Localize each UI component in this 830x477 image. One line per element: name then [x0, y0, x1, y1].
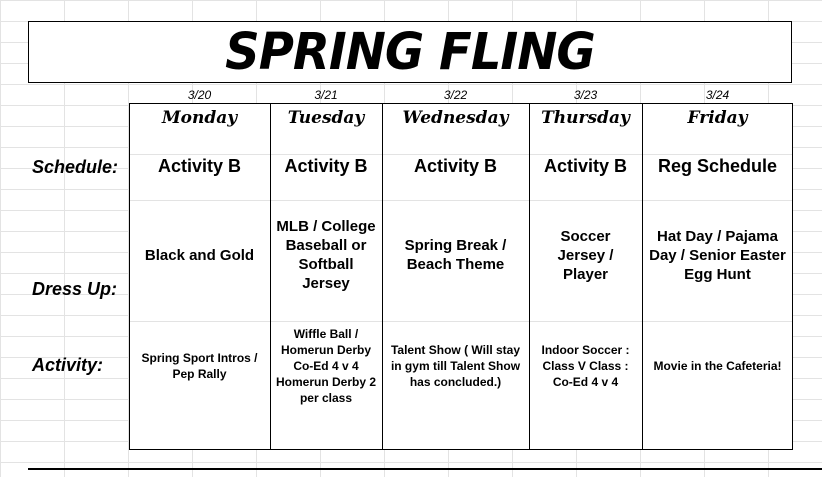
date-tuesday: 3/21 — [314, 88, 338, 102]
schedule-cell-tuesday: Activity B — [284, 156, 368, 176]
day-header-tuesday: Tuesday — [287, 108, 365, 128]
activity-text: Indoor Soccer : Class V Class : Co-Ed 4 v 4 — [541, 343, 630, 389]
row-label-activity: Activity: — [32, 355, 104, 375]
date-friday: 3/24 — [705, 88, 730, 102]
dress-up-cell-monday — [133, 200, 266, 310]
activity-text: Talent Show ( Will stay in gym till Talent Show has concluded.) — [390, 343, 521, 389]
dress-up-text: Hat Day / Pajama Day / Senior Easter Egg Hunt — [649, 227, 786, 283]
activity-cell-friday — [644, 320, 791, 412]
schedule-cell-wednesday: Activity B — [413, 156, 498, 176]
dress-up-text: Spring Break / Beach Theme — [404, 237, 507, 273]
schedule-cell-thursday: Activity B — [543, 156, 628, 176]
activity-cell-monday — [133, 320, 266, 412]
date-wednesday: 3/22 — [443, 88, 468, 102]
dress-up-cell-thursday — [545, 200, 626, 310]
dress-up-text: MLB / College Baseball or Softball Jersey — [276, 218, 376, 292]
date-monday: 3/20 — [187, 88, 212, 102]
dress-up-text: Soccer Jersey / Player — [557, 227, 614, 283]
sheet-edge — [822, 0, 830, 477]
row-label-dress-up: Dress Up: — [32, 279, 118, 299]
grid-line — [130, 154, 792, 155]
date-thursday: 3/23 — [573, 88, 598, 102]
activity-cell-wednesday — [386, 320, 525, 412]
activity-text: Movie in the Cafeteria! — [653, 359, 782, 373]
activity-cell-tuesday — [273, 320, 379, 412]
day-header-monday: Monday — [161, 108, 238, 128]
day-header-friday: Friday — [687, 108, 748, 128]
day-header-wednesday: Wednesday — [402, 108, 509, 128]
page-title: SPRING FLING — [225, 22, 595, 82]
schedule-cell-monday: Activity B — [157, 156, 242, 176]
bottom-border — [28, 468, 822, 470]
row-label-schedule: Schedule: — [32, 157, 119, 177]
dress-up-text: Black and Gold — [144, 246, 255, 264]
activity-text: Spring Sport Intros / Pep Rally — [141, 351, 258, 381]
schedule-cell-friday: Reg Schedule — [657, 156, 778, 176]
activity-cell-thursday — [533, 320, 638, 412]
dress-up-cell-wednesday — [392, 200, 519, 310]
day-header-thursday: Thursday — [541, 108, 630, 128]
dress-up-cell-tuesday — [276, 200, 376, 310]
title-banner — [28, 21, 792, 83]
dress-up-cell-friday — [647, 200, 788, 310]
activity-text: Wiffle Ball / Homerun Derby Co-Ed 4 v 4 Homerun Derby 2 per class — [275, 327, 377, 405]
